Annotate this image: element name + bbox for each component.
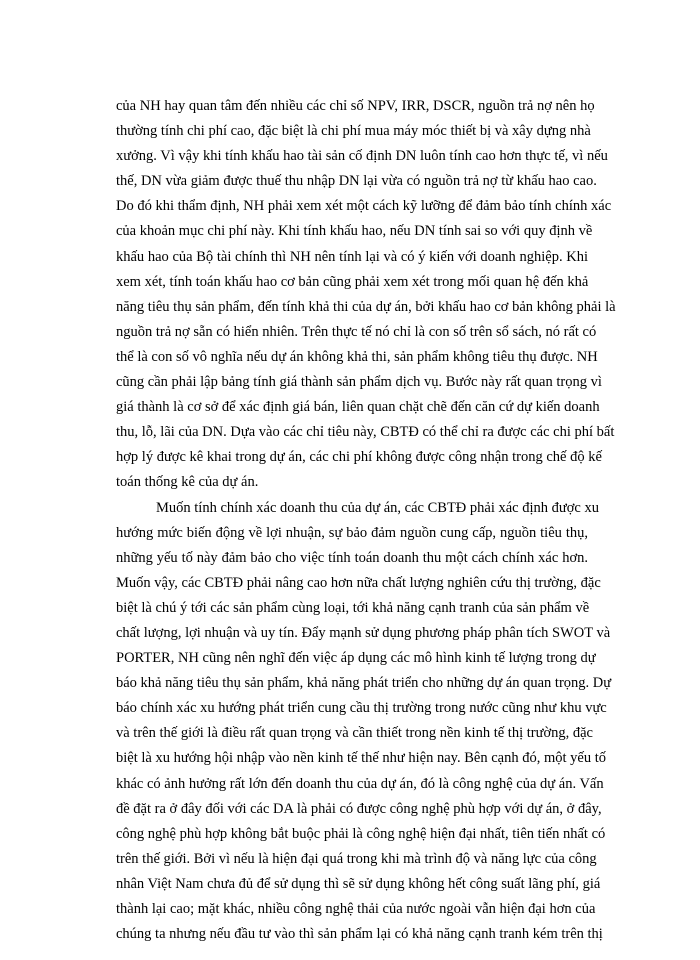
text-line: PORTER, NH cũng nên nghĩ đến việc áp dụng các mô hình kinh tế lượng trong dự [116, 650, 596, 667]
text-line: giá thành là cơ sở để xác định giá bán, liên quan chặt chẽ đến căn cứ dự kiến doanh [116, 399, 600, 416]
document-page [116, 94, 616, 947]
text-line: những yếu tố này đảm bảo cho việc tính toán doanh thu một cách chính xác hơn. [116, 549, 588, 566]
text-line: thành lại cao; mặt khác, nhiều công nghệ thải của nước ngoài vẫn hiện đại hơn của [116, 901, 596, 917]
text-line: trên thế giới. Bởi vì nếu là hiện đại quá trong khi mà trình độ và năng lực của công [116, 850, 597, 867]
paragraph-2 [116, 496, 612, 948]
text-line: thể là con số vô nghĩa nếu dự án không khả thi, sản phẩm không tiêu thụ được. NH [116, 348, 598, 365]
text-line: hướng mức biến động về lợi nhuận, sự bảo đảm nguồn cung cấp, nguồn tiêu thụ, [116, 524, 588, 541]
text-line: chất lượng, lợi nhuận và uy tín. Đẩy mạnh sử dụng phương pháp phân tích SWOT và [116, 624, 611, 641]
text-line: khác có ảnh hưởng rất lớn đến doanh thu của dự án, đó là công nghệ của dự án. Vấn [116, 775, 604, 792]
text-line: và trên thế giới là điều rất quan trọng và cần thiết trong nền kinh tế thị trường, đặc [116, 725, 593, 742]
paragraph-1 [116, 94, 616, 496]
text-line: nhân Việt Nam chưa đủ để sử dụng thì sẽ sử dụng không hết công suất lãng phí, giá [116, 875, 601, 892]
text-line: xưởng. Vì vậy khi tính khấu hao tài sản cố định DN luôn tính cao hơn thực tế, vì nếu [116, 148, 608, 165]
text-line: Do đó khi thẩm định, NH phải xem xét một cách kỹ lưỡng để đảm bảo tính chính xác [116, 198, 612, 215]
text-line: của khoản mục chi phí này. Khi tính khấu hao, nếu DN tính sai so với quy định về [116, 223, 593, 240]
text-line: báo chính xác xu hướng phát triển cung cầu thị trường trong nước cũng như khu vực [116, 700, 607, 717]
text-line: biệt là chú ý tới các sản phẩm cùng loại, tới khả năng cạnh tranh của sản phẩm về [116, 599, 590, 616]
text-line: nguồn trả nợ sẵn có hiển nhiên. Trên thực tế nó chỉ là con số trên sổ sách, nó rất có [116, 323, 597, 340]
text-line: công nghệ phù hợp không bắt buộc phải là công nghệ hiện đại nhất, tiên tiến nhất có [116, 825, 606, 842]
text-line: năng tiêu thụ sản phẩm, đến tính khả thi của dự án, bởi khấu hao cơ bản không phải là [116, 298, 616, 315]
text-line: Muốn vậy, các CBTĐ phải nâng cao hơn nữa chất lượng nghiên cứu thị trường, đặc [116, 574, 601, 591]
text-line: đề đặt ra ở đây đối với các DA là phải có được công nghệ phù hợp với dự án, ở đây, [116, 800, 602, 817]
text-line: Muốn tính chính xác doanh thu của dự án, các CBTĐ phải xác định được xu [156, 499, 599, 516]
text-line: hợp lý được kê khai trong dự án, các chi phí không được công nhận trong chế độ kế [116, 449, 602, 466]
text-line: toán thống kê của dự án. [116, 474, 259, 491]
text-line: cũng cần phải lập bảng tính giá thành sản phẩm dịch vụ. Bước này rất quan trọng vì [116, 374, 602, 391]
text-line: thu, lỗ, lãi của DN. Dựa vào các chỉ tiêu này, CBTĐ có thể chỉ ra được các chi phí bất [116, 424, 615, 441]
text-line: xem xét, tính toán khấu hao cơ bản cũng phải xem xét trong mối quan hệ đến khả [116, 273, 589, 290]
text-line: của NH hay quan tâm đến nhiều các chỉ số NPV, IRR, DSCR, nguồn trả nợ nên họ [116, 98, 595, 114]
text-line: báo khả năng tiêu thụ sản phẩm, khả năng phát triển cho những dự án quan trọng. Dự [116, 675, 612, 692]
text-line: thường tính chi phí cao, đặc biệt là chi phí mua máy móc thiết bị và xây dựng nhà [116, 123, 591, 140]
text-line: biệt là xu hướng hội nhập vào nền kinh tế thế như hiện nay. Bên cạnh đó, một yếu tố [116, 750, 606, 767]
text-line: chúng ta nhưng nếu đầu tư vào thì sản phẩm lại có khả năng cạnh tranh kém trên thị [116, 926, 603, 943]
text-line: thế, DN vừa giảm được thuế thu nhập DN lại vừa có nguồn trả nợ từ khấu hao cao. [116, 173, 597, 190]
text-line: khấu hao của Bộ tài chính thì NH nên tính lại và có ý kiến với doanh nghiệp. Khi [116, 248, 588, 265]
